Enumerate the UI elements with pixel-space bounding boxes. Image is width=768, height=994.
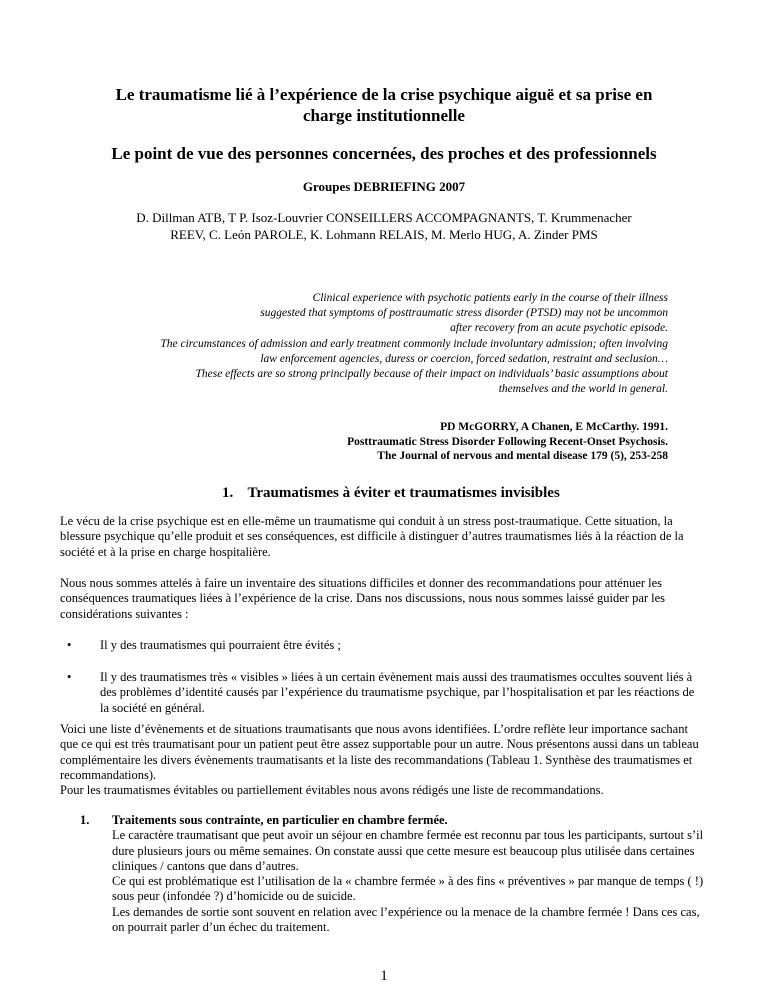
citation-authors: PD McGORRY, A Chanen, E McCarthy. 1991. <box>440 421 668 433</box>
authors-block <box>60 209 708 243</box>
quote-line: after recovery from an acute psychotic episode. <box>450 322 668 335</box>
group-label: Groupes DEBRIEFING 2007 <box>302 179 466 194</box>
item-text: Le caractère traumatisant que peut avoir un séjour en chambre fermée est reconnu par tous les participants, surtout s’il dure plusieurs jours ou même semaines. On constate aussi que cette mesure est beaucoup plus utilisée dans certaines cliniques / cantons que dans d’autres. <box>112 828 704 873</box>
paragraph: Nous nous sommes attelés à faire un inventaire des situations difficiles et donner des recommandations pour atténuer les conséquences traumatiques liées à l’expérience de la crise. Dans nos discussions, nous nous sommes laissé guider par les considérations suivantes : <box>60 576 666 621</box>
page-number: 1 <box>380 968 388 984</box>
epigraph-quote <box>108 291 668 397</box>
bullet-icon: • <box>67 670 72 684</box>
authors-line-1: D. Dillman ATB, T P. Isoz-Louvrier CONSEILLERS ACCOMPAGNANTS, T. Krummenacher <box>136 210 632 225</box>
quote-citation <box>168 420 668 464</box>
bullet-text: Il y des traumatismes très « visibles » liées à un certain évènement mais aussi des traumatismes occultes souvent liés à des problèmes d’identité causés par l’expérience du traumatisme psychique, par l’hospitalisation et par les réactions de la société en général. <box>100 670 695 715</box>
numbered-item <box>80 813 712 935</box>
bullet-item <box>67 670 705 716</box>
bullet-text: Il y des traumatismes qui pourraient être évités ; <box>100 638 341 652</box>
item-heading: Traitements sous contrainte, en particulier en chambre fermée. <box>112 813 448 827</box>
document-title: Le traumatisme lié à l’expérience de la crise psychique aiguë et sa prise en charge institutionnelle <box>115 85 653 125</box>
citation-journal: The Journal of nervous and mental disease 179 (5), 253-258 <box>377 450 668 462</box>
quote-line: suggested that symptoms of posttraumatic stress disorder (PTSD) may not be uncommon <box>260 307 668 320</box>
paragraph: Le vécu de la crise psychique est en elle-même un traumatisme qui conduit à un stress post-traumatique. Cette situation, la blessure psychique qu’elle produit et ses conséquences, est difficile à distinguer d’autres traumatismes liés à la réaction de la société et à la prise en charge hospitalière. <box>60 514 684 559</box>
quote-line: These effects are so strong principally because of their impact on individuals’ basic assumptions about <box>195 368 668 381</box>
quote-line: Clinical experience with psychotic patients early in the course of their illness <box>312 292 668 304</box>
item-text: Les demandes de sortie sont souvent en relation avec l’expérience ou la menace de la chambre fermée ! Dans ces cas, on pourrait parler d’un échec du traitement. <box>112 904 700 935</box>
bullet-icon: • <box>67 638 72 652</box>
section-number: 1. <box>222 485 234 501</box>
citation-title: Posttraumatic Stress Disorder Following Recent-Onset Psychosis. <box>347 435 668 448</box>
item-text: Ce qui est problématique est l’utilisation de la « chambre fermée » à des fins « préventives » par manque de temps ( !) sous peur (infondée ?) d’homicide ou de suicide. <box>112 874 704 904</box>
quote-line: themselves and the world in general. <box>498 383 668 396</box>
paragraph: Pour les traumatismes évitables ou partiellement évitables nous avons rédigés une liste de recommandations. <box>60 783 604 797</box>
section-title: Traumatismes à éviter et traumatismes invisibles <box>247 485 560 501</box>
section-heading <box>222 485 560 502</box>
quote-line: law enforcement agencies, duress or coercion, forced sedation, restraint and seclusion… <box>260 352 668 365</box>
document-subtitle: Le point de vue des personnes concernées, des proches et des professionnels <box>111 144 657 163</box>
quote-line: The circumstances of admission and early treatment commonly include involuntary admission; often involving <box>160 337 668 350</box>
bullet-item <box>67 638 705 653</box>
paragraph: Voici une liste d’évènements et de situations traumatisants que nous avons identifiées. L’ordre reflète leur importance sachant que ce qui est très traumatisant pour un patient peut être assez supportable pour un autre. Nous présentons aussi dans un tableau complémentaire les divers évènements traumatisants et la liste des recommandations (Tableau 1. Synthèse des traumatismes et recommandations). <box>60 722 699 782</box>
item-number: 1. <box>80 813 90 827</box>
authors-line-2: REEV, C. Leόn PAROLE, K. Lohmann RELAIS, M. Merlo HUG, A. Zinder PMS <box>170 227 598 242</box>
